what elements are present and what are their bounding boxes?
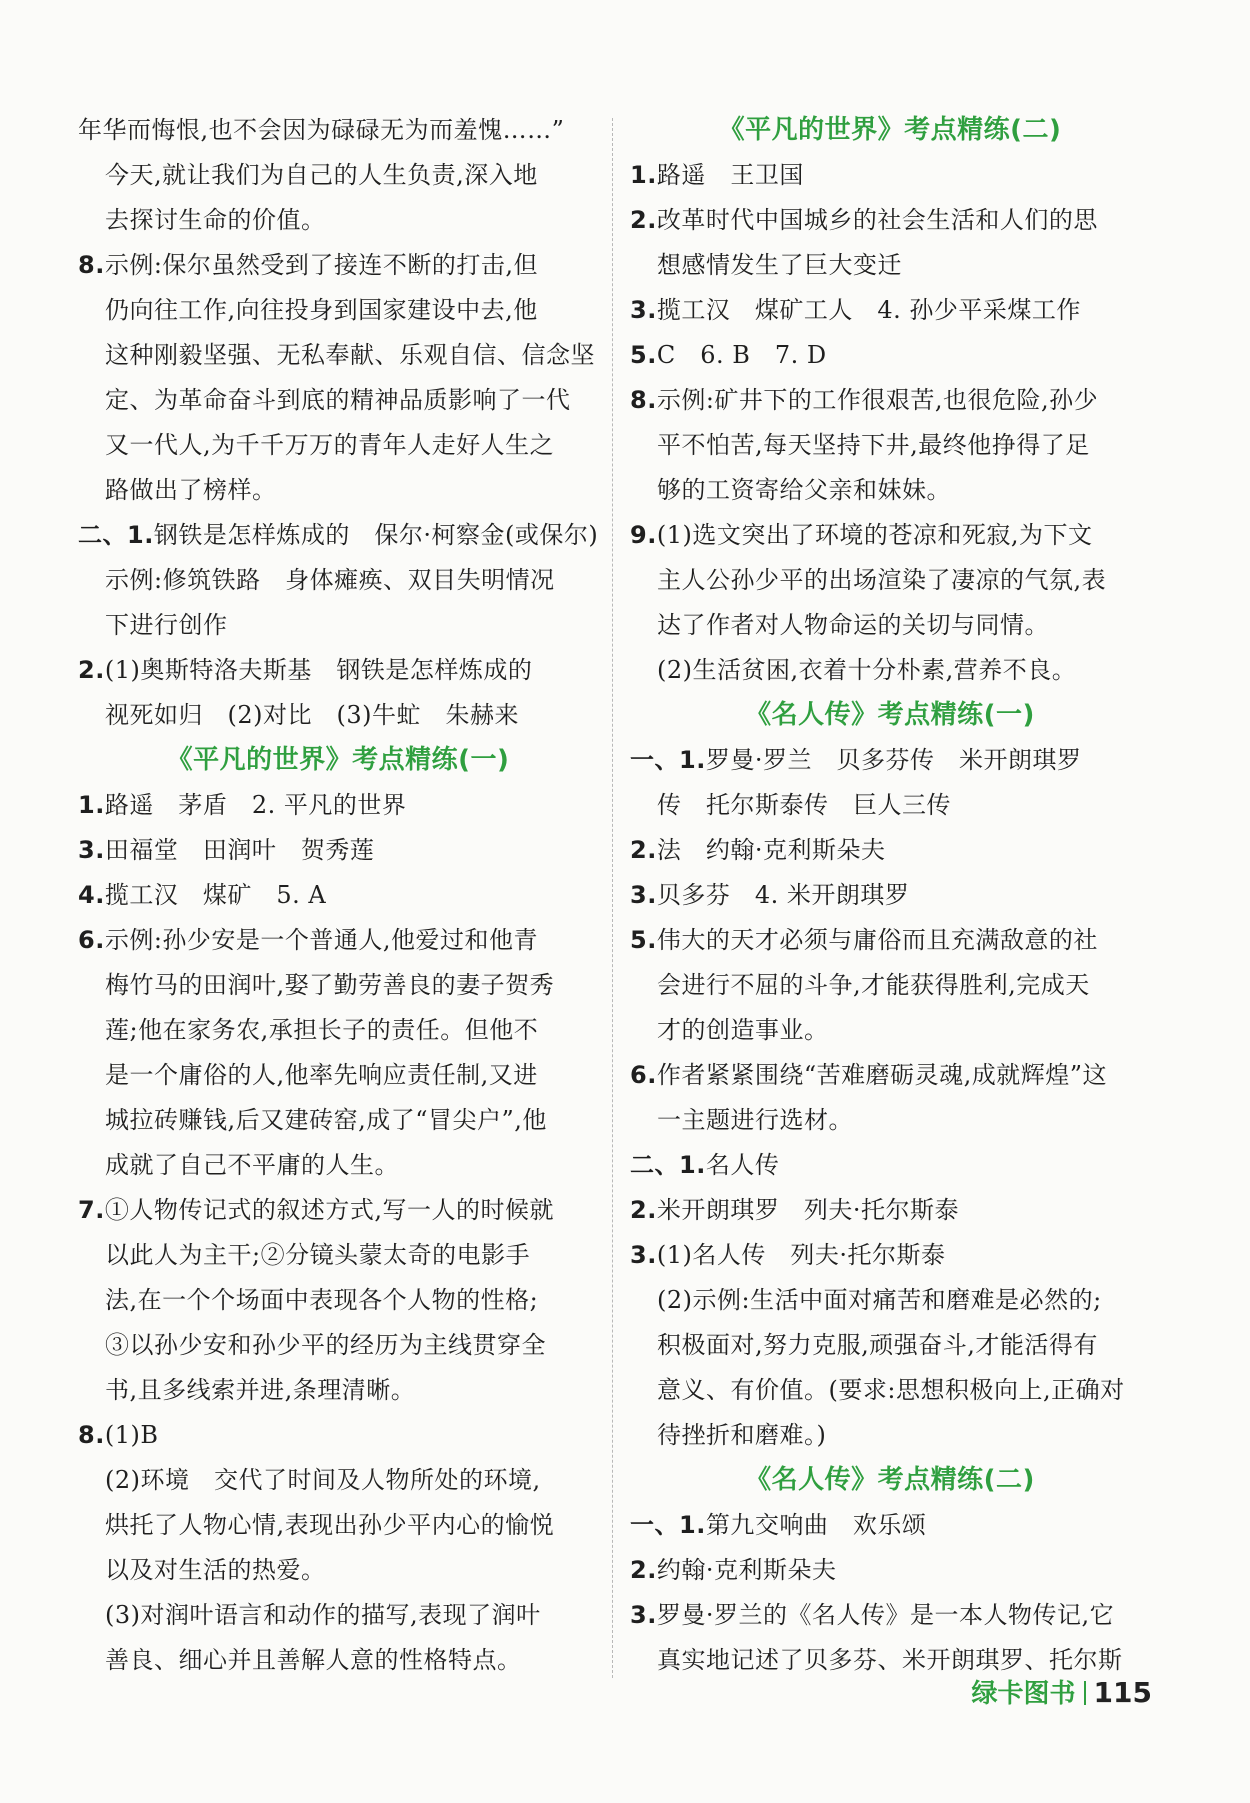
answer-line: 去探讨生命的价值。 (105, 206, 326, 234)
footer-separator (1084, 1681, 1086, 1705)
answer-text: 示例:孙少安是一个普通人,他爱过和他青 (104, 926, 539, 954)
answer-line: 真实地记述了贝多芬、米开朗琪罗、托尔斯 (657, 1646, 1123, 1674)
answer-line (630, 873, 1150, 918)
answer-text: (1)B (104, 1421, 159, 1449)
item-number: 8. (630, 386, 657, 414)
item-number: 2. (630, 1556, 657, 1584)
answer-text: 改革时代中国城乡的社会生活和人们的思 (656, 206, 1098, 234)
answer-line: 这种刚毅坚强、无私奉献、乐观自信、信念坚 (105, 341, 595, 369)
answer-line: 成就了自己不平庸的人生。 (105, 1151, 399, 1179)
answer-line: 达了作者对人物命运的关切与同情。 (657, 611, 1049, 639)
answer-line (630, 1548, 1150, 1593)
right-column (630, 108, 1150, 1683)
answer-line: 梅竹马的田润叶,娶了勤劳善良的妻子贺秀 (105, 971, 555, 999)
section-heading: 《平凡的世界》考点精练(一) (166, 745, 510, 775)
answer-line (78, 918, 598, 963)
item-number: 6. (630, 1061, 657, 1089)
answer-text: 法 约翰·克利斯朵夫 (656, 836, 886, 864)
item-number: 一、1. (630, 746, 706, 774)
item-number: 2. (78, 656, 105, 684)
answer-text: 罗曼·罗兰 贝多芬传 米开朗琪罗 (705, 746, 1082, 774)
item-number: 5. (630, 926, 657, 954)
answer-line: 示例:修筑铁路 身体瘫痪、双目失明情况 (105, 566, 555, 594)
item-number: 3. (630, 1601, 657, 1629)
answer-line (78, 648, 598, 693)
answer-line: 法,在一个个场面中表现各个人物的性格; (105, 1286, 539, 1314)
answer-line (630, 1188, 1150, 1233)
answer-line (630, 378, 1150, 423)
answer-line (78, 783, 598, 828)
answer-line (78, 243, 598, 288)
answer-line: 善良、细心并且善解人意的性格特点。 (105, 1646, 522, 1674)
answer-line (78, 513, 598, 558)
answer-line: 平不怕苦,每天坚持下井,最终他挣得了足 (657, 431, 1090, 459)
answer-line (630, 513, 1150, 558)
item-number: 2. (630, 1196, 657, 1224)
answer-line (630, 153, 1150, 198)
item-number: 1. (78, 791, 105, 819)
answer-line: 年华而悔恨,也不会因为碌碌无为而羞愧……” (78, 116, 565, 144)
answer-line: 仍向往工作,向往投身到国家建设中去,他 (105, 296, 538, 324)
answer-text: 揽工汉 煤矿工人 4. 孙少平采煤工作 (656, 296, 1081, 324)
item-number: 6. (78, 926, 105, 954)
answer-line: 意义、有价值。(要求:思想积极向上,正确对 (657, 1376, 1125, 1404)
answer-line: 以此人为主干;②分镜头蒙太奇的电影手 (105, 1241, 531, 1269)
section-heading: 《平凡的世界》考点精练(二) (718, 115, 1062, 145)
item-number: 1. (630, 161, 657, 189)
answer-line: 视死如归 (2)对比 (3)牛虻 朱赫来 (105, 701, 519, 729)
item-number: 8. (78, 251, 105, 279)
answer-line: 城拉砖赚钱,后又建砖窑,成了“冒尖户”,他 (105, 1106, 547, 1134)
answer-line (630, 198, 1150, 243)
answer-line: 以及对生活的热爱。 (105, 1556, 326, 1584)
answer-line: (2)环境 交代了时间及人物所处的环境, (105, 1466, 541, 1494)
answer-line (630, 333, 1150, 378)
answer-line: 想感情发生了巨大变迁 (657, 251, 902, 279)
answer-line (630, 1053, 1150, 1098)
section-heading: 《名人传》考点精练(二) (745, 1465, 1035, 1495)
answer-text: 路遥 茅盾 2. 平凡的世界 (104, 791, 407, 819)
answer-text: 路遥 王卫国 (656, 161, 804, 189)
item-number: 二、1. (630, 1151, 706, 1179)
item-number: 3. (78, 836, 105, 864)
item-number: 3. (630, 881, 657, 909)
answer-text: 名人传 (705, 1151, 780, 1179)
answer-text: 第九交响曲 欢乐颂 (705, 1511, 927, 1539)
answer-line (630, 1593, 1150, 1638)
answer-line: 莲;他在家务农,承担长子的责任。但他不 (105, 1016, 539, 1044)
answer-line: 传 托尔斯泰传 巨人三传 (657, 791, 951, 819)
answer-line: 待挫折和磨难。) (657, 1421, 827, 1449)
answer-line (78, 828, 598, 873)
answer-text: 米开朗琪罗 列夫·托尔斯泰 (656, 1196, 959, 1224)
item-number: 5. (630, 341, 657, 369)
answer-line: (2)示例:生活中面对痛苦和磨难是必然的; (657, 1286, 1102, 1314)
answer-text: 示例:矿井下的工作很艰苦,也很危险,孙少 (656, 386, 1099, 414)
answer-text: (1)名人传 列夫·托尔斯泰 (656, 1241, 946, 1269)
answer-line (630, 1503, 1150, 1548)
answer-line (630, 288, 1150, 333)
answer-text: 约翰·克利斯朵夫 (656, 1556, 837, 1584)
answer-line (78, 1413, 598, 1458)
item-number: 2. (630, 206, 657, 234)
answer-text: 田福堂 田润叶 贺秀莲 (104, 836, 375, 864)
column-divider (612, 118, 613, 1678)
answer-text: 伟大的天才必须与庸俗而且充满敌意的社 (656, 926, 1098, 954)
item-number: 9. (630, 521, 657, 549)
answer-text: 揽工汉 煤矿 5. A (104, 881, 327, 909)
item-number: 二、1. (78, 521, 154, 549)
answer-line (630, 1143, 1150, 1188)
answer-text: (1)选文突出了环境的苍凉和死寂,为下文 (656, 521, 1093, 549)
answer-line: 烘托了人物心情,表现出孙少平内心的愉悦 (105, 1511, 555, 1539)
brand-name: 绿卡图书 (971, 1679, 1076, 1709)
item-number: 4. (78, 881, 105, 909)
answer-line (630, 828, 1150, 873)
item-number: 一、1. (630, 1511, 706, 1539)
left-column (78, 108, 598, 1683)
answer-line: 积极面对,努力克服,顽强奋斗,才能活得有 (657, 1331, 1098, 1359)
answer-line: 又一代人,为千千万万的青年人走好人生之 (105, 431, 555, 459)
answer-line: 路做出了榜样。 (105, 476, 277, 504)
answer-text: ①人物传记式的叙述方式,写一人的时候就 (104, 1196, 554, 1224)
answer-line: 今天,就让我们为自己的人生负责,深入地 (105, 161, 538, 189)
section-heading: 《名人传》考点精练(一) (745, 700, 1035, 730)
answer-line (630, 1233, 1150, 1278)
answer-line: 主人公孙少平的出场渲染了凄凉的气氛,表 (657, 566, 1107, 594)
answer-line (78, 1188, 598, 1233)
answer-line: (3)对润叶语言和动作的描写,表现了润叶 (105, 1601, 541, 1629)
page-number: 115 (1093, 1676, 1152, 1709)
item-number: 7. (78, 1196, 105, 1224)
answer-text: 钢铁是怎样炼成的 保尔·柯察金(或保尔) (153, 521, 599, 549)
answer-text: 贝多芬 4. 米开朗琪罗 (656, 881, 910, 909)
item-number: 2. (630, 836, 657, 864)
item-number: 8. (78, 1421, 105, 1449)
answer-line (78, 873, 598, 918)
answer-line: ③以孙少安和孙少平的经历为主线贯穿全 (105, 1331, 546, 1359)
answer-line: 一主题进行选材。 (657, 1106, 853, 1134)
item-number: 3. (630, 1241, 657, 1269)
answer-text: (1)奥斯特洛夫斯基 钢铁是怎样炼成的 (104, 656, 533, 684)
answer-line: 定、为革命奋斗到底的精神品质影响了一代 (105, 386, 571, 414)
answer-text: 作者紧紧围绕“苦难磨砺灵魂,成就辉煌”这 (656, 1061, 1107, 1089)
answer-text: 罗曼·罗兰的《名人传》是一本人物传记,它 (656, 1601, 1115, 1629)
answer-text: 示例:保尔虽然受到了接连不断的打击,但 (104, 251, 539, 279)
page-footer (972, 1673, 1152, 1713)
answer-line: 够的工资寄给父亲和妹妹。 (657, 476, 951, 504)
answer-line (630, 738, 1150, 783)
answer-line: 才的创造事业。 (657, 1016, 829, 1044)
answer-line: 是一个庸俗的人,他率先响应责任制,又进 (105, 1061, 538, 1089)
answer-text: C 6. B 7. D (656, 341, 827, 369)
answer-line: 会进行不屈的斗争,才能获得胜利,完成天 (657, 971, 1090, 999)
answer-line (630, 918, 1150, 963)
answer-line: 书,且多线索并进,条理清晰。 (105, 1376, 416, 1404)
item-number: 3. (630, 296, 657, 324)
answer-line: (2)生活贫困,衣着十分朴素,营养不良。 (657, 656, 1077, 684)
answer-line: 下进行创作 (105, 611, 228, 639)
